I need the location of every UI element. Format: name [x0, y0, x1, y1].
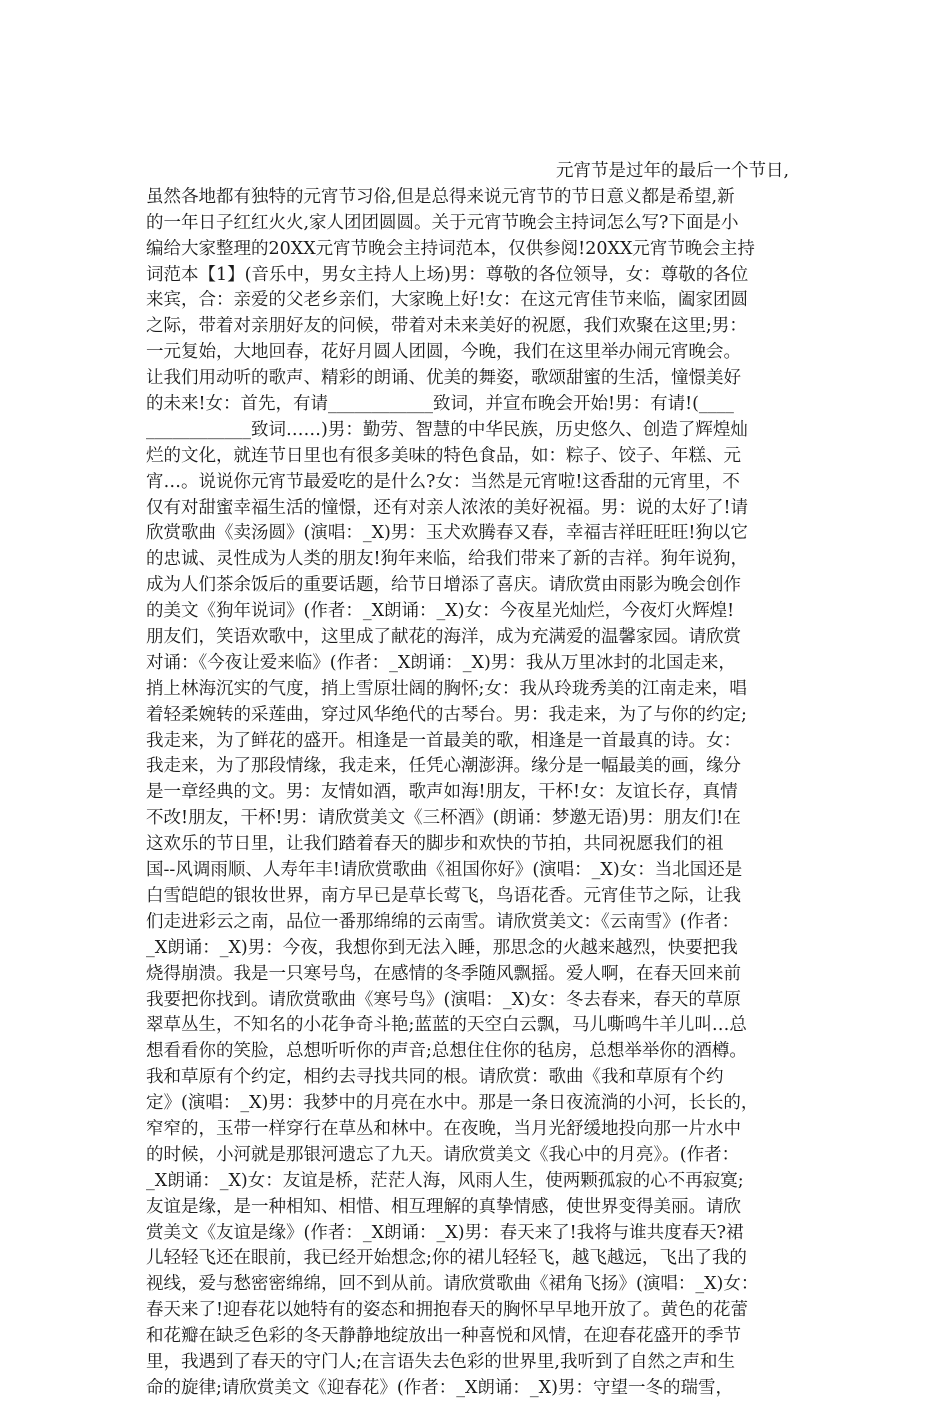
text-line: 定》(演唱：_X)男：我梦中的月亮在水中。那是一条日夜流淌的小河，长长的，	[146, 1093, 759, 1114]
text-line: 窄窄的，玉带一样穿行在草丛和林中。在夜晚，当月光舒缓地投向那一片水中	[146, 1118, 741, 1139]
text-line: 烧得崩溃。我是一只寒号鸟，在感情的冬季随风飘摇。爱人啊，在春天回来前	[146, 963, 741, 984]
text-line: 词范本【1】(音乐中，男女主持人上场)男：尊敬的各位领导，女：尊敬的各位	[146, 264, 749, 285]
text-line: 烂的文化，就连节日里也有很多美味的特色食品，如：粽子、饺子、年糕、元	[146, 445, 741, 466]
text-line: 是一章经典的文。男：友情如酒，歌声如海!朋友，干杯!女：友谊长存，真情	[146, 782, 738, 803]
text-line: 虽然各地都有独特的元宵节习俗,但是总得来说元宵节的节日意义都是希望,新	[146, 186, 735, 207]
text-line: 我走来，为了那段情缘，我走来，任凭心潮澎湃。缘分是一幅最美的画，缘分	[146, 756, 741, 777]
text-line: 仅有对甜蜜幸福生活的憧憬，还有对亲人浓浓的美好祝福。男：说的太好了!请	[146, 497, 749, 518]
text-line: 友谊是缘，是一种相知、相惜、相互理解的真挚情感，使世界变得美丽。请欣	[146, 1196, 741, 1217]
text-line: _X朗诵：_X)女：友谊是桥，茫茫人海，风雨人生，使两颗孤寂的心不再寂寞;	[146, 1170, 744, 1191]
text-line: 的忠诚、灵性成为人类的朋友!狗年来临，给我们带来了新的吉祥。狗年说狗，	[146, 549, 749, 570]
text-line: 不改!朋友，干杯!男：请欣赏美文《三杯酒》(朗诵：梦邀无语)男：朋友们!在	[146, 808, 741, 829]
text-line: 之际，带着对亲朋好友的问候，带着对未来美好的祝愿，我们欢聚在这里;男：	[146, 316, 747, 337]
text-line: 捎上林海沉实的气度，捎上雪原壮阔的胸怀;女：我从玲珑秀美的江南走来，唱	[146, 678, 747, 699]
text-line: 春天来了!迎春花以她特有的姿态和拥抱春天的胸怀早早地开放了。黄色的花蕾	[146, 1300, 749, 1321]
text-line: 的未来!女：首先，有请____________致词，并宣布晚会开始!男：有请!(____	[146, 394, 734, 415]
text-line: 的时候，小河就是那银河遗忘了九天。请欣赏美文《我心中的月亮》。(作者：	[146, 1144, 740, 1165]
text-line: 我走来，为了鲜花的盛开。相逢是一首最美的歌，相逢是一首最真的诗。女：	[146, 730, 741, 751]
text-line: ____________致词……)男：勤劳、智慧的中华民族，历史悠久、创造了辉煌灿	[146, 419, 748, 440]
text-line: 们走进彩云之南，品位一番那绵绵的云南雪。请欣赏美文：《云南雪》(作者：	[146, 911, 740, 932]
text-line: 命的旋律;请欣赏美文《迎春花》(作者：_X朗诵：_X)男：守望一冬的瑞雪，	[146, 1377, 733, 1398]
text-line: 白雪皑皑的银妆世界，南方早已是草长莺飞，鸟语花香。元宵佳节之际，让我	[146, 885, 741, 906]
text-line: 朋友们，笑语欢歌中，这里成了献花的海洋，成为充满爱的温馨家园。请欣赏	[146, 627, 741, 648]
text-line: 编给大家整理的20XX元宵节晚会主持词范本，仅供参阅!20XX元宵节晚会主持	[146, 238, 755, 259]
text-line: 着轻柔婉转的采莲曲，穿过风华绝代的古琴台。男：我走来，为了与你的约定;	[146, 704, 747, 725]
text-line: 宵…。说说你元宵节最爱吃的是什么?女：当然是元宵啦!这香甜的元宵里，不	[146, 471, 740, 492]
text-line: 的一年日子红红火火,家人团团圆圆。关于元宵节晚会主持词怎么写?下面是小	[146, 212, 739, 233]
text-line: _X朗诵：_X)男：今夜，我想你到无法入睡，那思念的火越来越烈，快要把我	[146, 937, 738, 958]
text-line: 来宾，合：亲爱的父老乡亲们，大家晚上好!女：在这元宵佳节来临，阖家团圆	[146, 290, 749, 311]
text-line: 这欢乐的节日里，让我们踏着春天的脚步和欢快的节拍，共同祝愿我们的祖	[146, 834, 724, 855]
text-line: 想看看你的笑脸，总想听听你的声音;总想住住你的毡房，总想举举你的酒樽。	[146, 1041, 747, 1062]
text-line: 儿轻轻飞还在眼前，我已经开始想念;你的裙儿轻轻飞，越飞越远，飞出了我的	[146, 1248, 747, 1269]
text-line: 成为人们茶余饭后的重要话题，给节日增添了喜庆。请欣赏由雨影为晚会创作	[146, 575, 741, 596]
text-line: 和花瓣在缺乏色彩的冬天静静地绽放出一种喜悦和风情，在迎春花盛开的季节	[146, 1326, 741, 1347]
text-line: 翠草丛生，不知名的小花争奇斗艳;蓝蓝的天空白云飘，马儿嘶鸣牛羊儿叫…总	[146, 1015, 747, 1036]
text-line: 欣赏歌曲《卖汤圆》(演唱：_X)男：玉犬欢腾春又春，幸福吉祥旺旺旺!狗以它	[146, 523, 748, 544]
text-line: 我和草原有个约定，相约去寻找共同的根。请欣赏：歌曲《我和草原有个约	[146, 1067, 724, 1088]
text-line: 的美文《狗年说词》(作者：_X朗诵：_X)女：今夜星光灿烂，今夜灯火辉煌!	[146, 601, 735, 622]
text-line: 视线，爱与愁密密绵绵，回不到从前。请欣赏歌曲《裙角飞扬》(演唱：_X)女：	[146, 1274, 759, 1295]
text-line: 国--风调雨顺、人寿年丰!请欣赏歌曲《祖国你好》(演唱：_X)女：当北国还是	[146, 860, 743, 881]
text-line: 一元复始，大地回春，花好月圆人团圆，今晚，我们在这里举办闹元宵晚会。	[146, 342, 741, 363]
document-body	[146, 159, 816, 1402]
text-line: 元宵节是过年的最后一个节日,	[556, 161, 790, 181]
text-line: 里，我遇到了春天的守门人;在言语失去色彩的世界里,我听到了自然之声和生	[146, 1351, 735, 1372]
text-line: 让我们用动听的歌声、精彩的朗诵、优美的舞姿，歌颂甜蜜的生活，憧憬美好	[146, 368, 741, 389]
text-line: 我要把你找到。请欣赏歌曲《寒号鸟》(演唱：_X)女：冬去春来，春天的草原	[146, 989, 741, 1010]
text-line: 赏美文《友谊是缘》(作者：_X朗诵：_X)男：春天来了!我将与谁共度春天?裙	[146, 1222, 744, 1243]
text-line: 对诵：《今夜让爱来临》(作者：_X朗诵：_X)男：我从万里冰封的北国走来，	[146, 652, 736, 673]
